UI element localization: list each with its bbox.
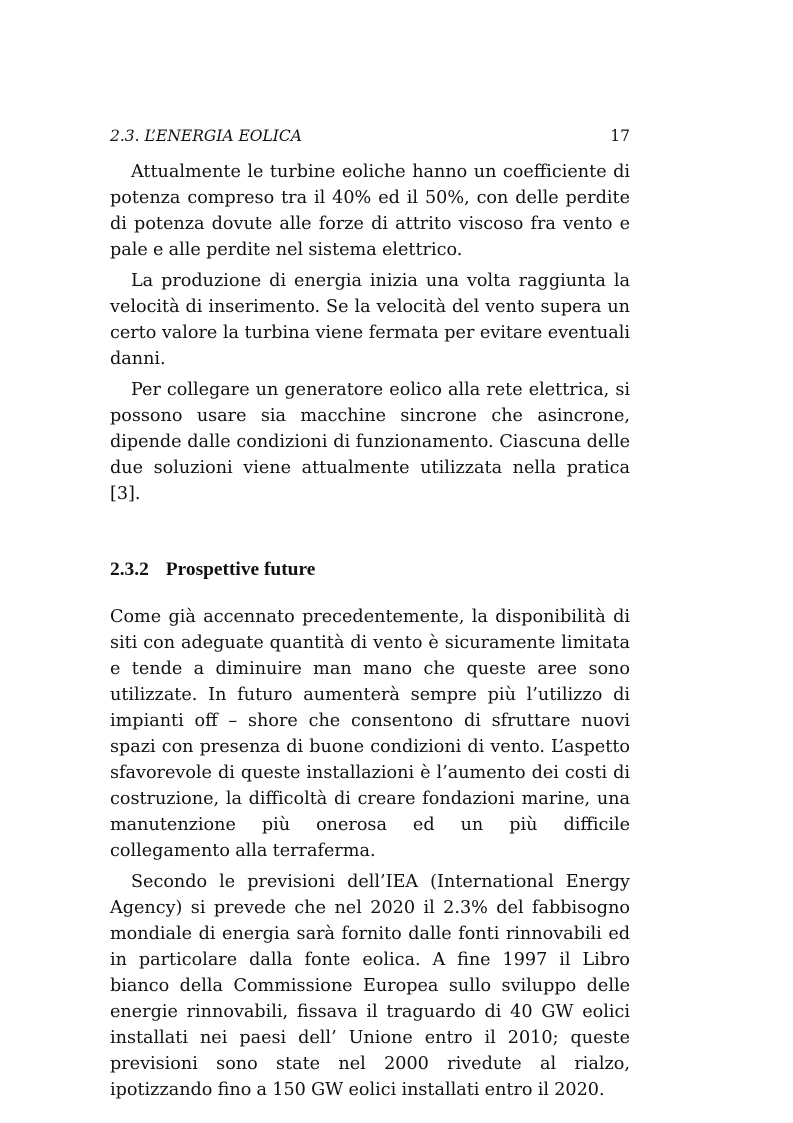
running-title: 2.3. L’ENERGIA EOLICA (110, 127, 302, 145)
paragraph: Come già accennato precedentemente, la disponibilità di siti con adeguate quantità di vento è sicuramente limitata e tende a diminuire man mano che queste aree sono utilizzate. In futuro aumenterà sempre più l’utilizzo di impianti off – shore che consentono di sfruttare nuovi spazi con presenza di buone condizioni di vento. L’aspetto sfavorevole di queste installazioni è l’aumento dei costi di costruzione, la difficoltà di creare fondazioni marine, una manutenzione più onerosa ed un più difficile collegamento alla terraferma. (110, 607, 630, 861)
paragraph: Per collegare un generatore eolico alla rete elettrica, si possono usare sia macchine sincrone che asincrone, dipende dalle condizioni di funzionamento. Ciascuna delle due soluzioni viene attualmente utilizzata nella pratica [3]. (110, 380, 630, 504)
paragraph: Attualmente le turbine eoliche hanno un coefficiente di potenza compreso tra il 40% ed il 50%, con delle perdite di potenza dovute alle forze di attrito viscoso fra vento e pale e alle perdite nel sistema elettrico. (110, 162, 630, 260)
paragraph: Secondo le previsioni dell’IEA (International Energy Agency) si prevede che nel 2020 il 2.3% del fabbisogno mondiale di energia sarà fornito dalle fonti rinnovabili ed in particolare dalla fonte eolica. A fine 1997 il Libro bianco della Commissione Europea sullo sviluppo delle energie rinnovabili, fissava il traguardo di 40 GW eolici installati nei paesi dell’ Unione entro il 2010; queste previsioni sono state nel 2000 rivedute al rialzo, ipotizzando fino a 150 GW eolici installati entro il 2020. (110, 872, 630, 1100)
page-number: 17 (610, 127, 630, 145)
running-header (110, 124, 630, 148)
section-title: Prospettive future (165, 559, 316, 580)
document-page (110, 124, 630, 1103)
section-number: 2.3.2 (110, 559, 149, 580)
paragraph: La produzione di energia inizia una volta raggiunta la velocità di inserimento. Se la velocità del vento supera un certo valore la turbina viene fermata per evitare eventuali danni. (110, 271, 630, 369)
section-heading (110, 556, 630, 584)
